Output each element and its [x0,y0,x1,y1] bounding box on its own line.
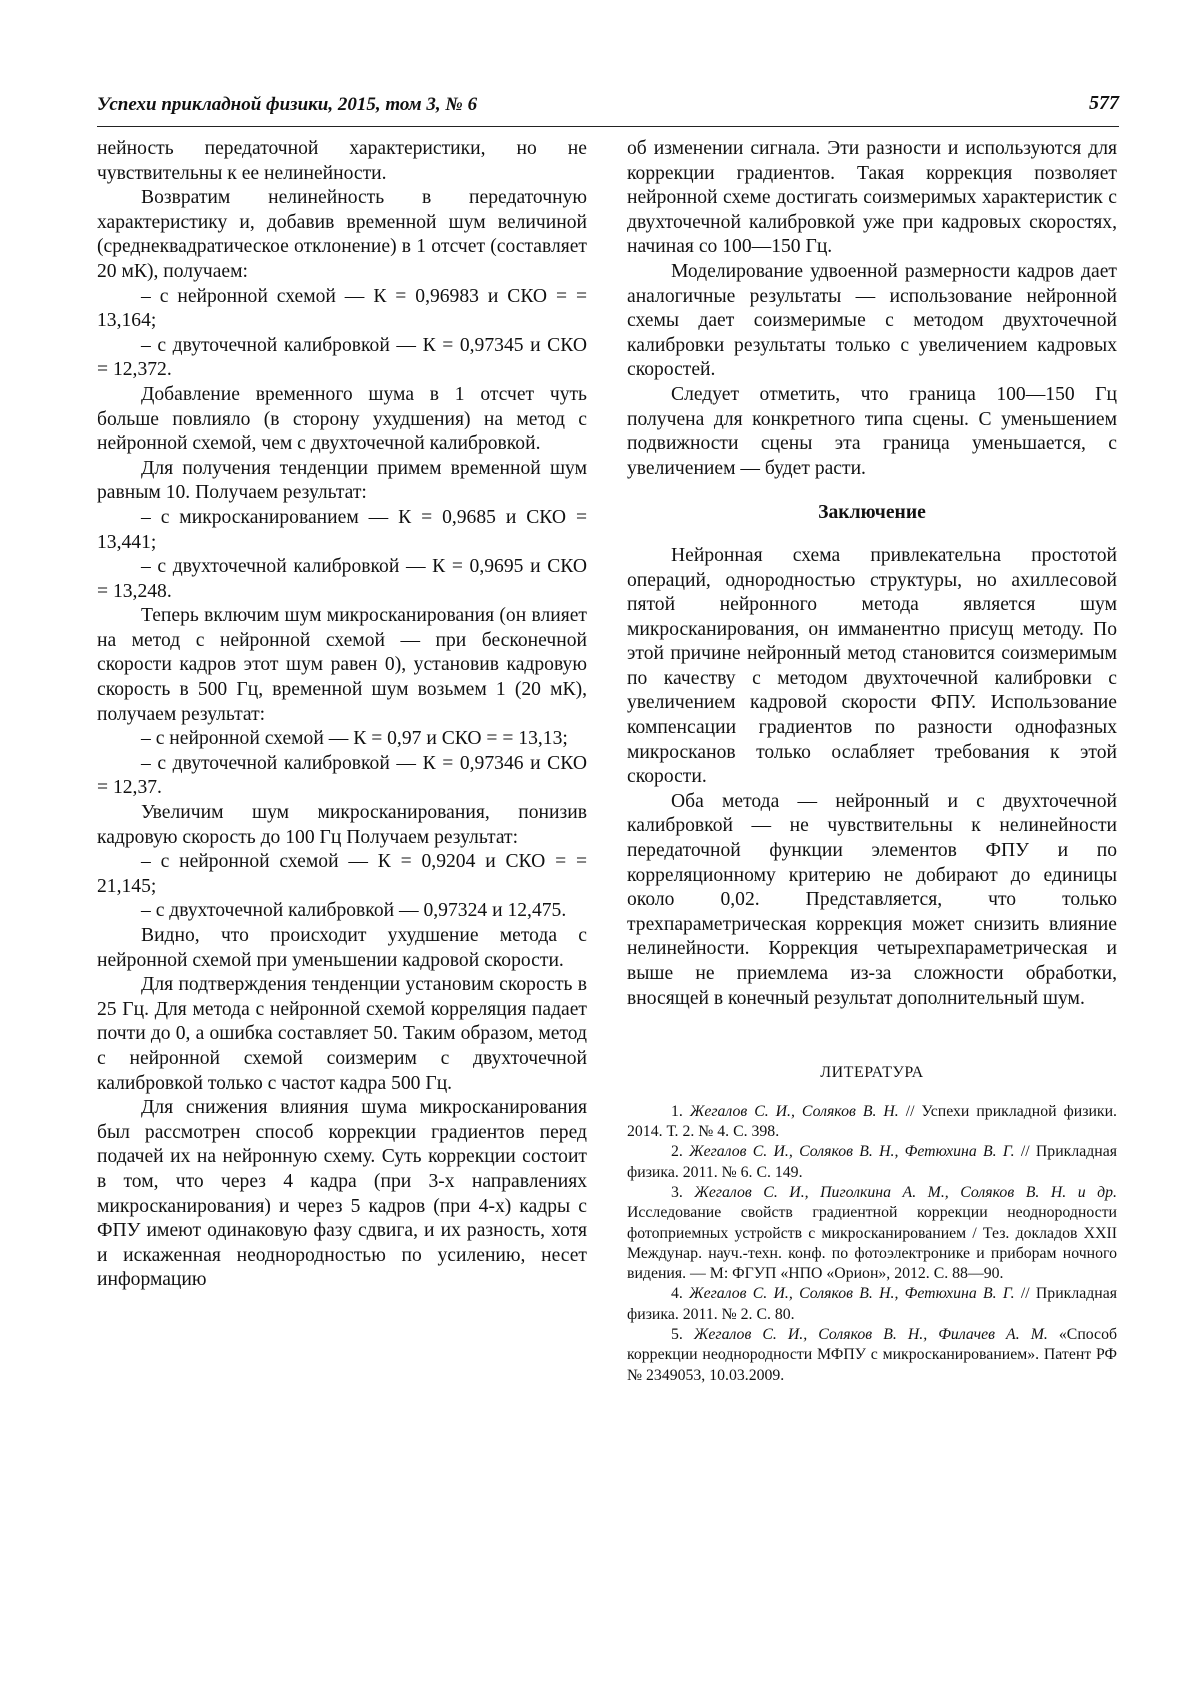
paragraph: Оба метода — нейронный и с двухточечной калибровкой — не чувствительны к нелинейности передаточной функции элементов ФПУ и по корреляционному критерию не добирают до единицы около 0,02. Представляется, что только трехпараметрическая коррекция может снизить влияние нелинейности. Коррекция четырехпараметрическая и выше не приемлема из-за сложности обработки, вносящей в конечный результат дополнительный шум. [627,790,1117,1009]
result-item: – с нейронной схемой — К = 0,97 и СКО = = 13,13; [141,728,568,750]
reference-number: 2. [671,1143,683,1161]
left-column [97,137,587,1293]
result-item: – с нейронной схемой — К = 0,9204 и СКО = = 21,145; [97,851,587,897]
paragraph: Нейронная схема привлекательна простотой операций, однородностью структуры, но ахиллесовой пятой нейронного метода является шум микросканирования, он имманентно присущ методу. По этой причине нейронный метод становится соизмеримым по качеству с методом двухточечной калибровки с увеличением кадровой скорости ФПУ. Использование компенсации градиентов по разности однофазных микросканов только ослабляет требования к этой скорости. [627,544,1117,788]
paragraph: Для получения тенденции примем временной шум равным 10. Получаем результат: [97,457,587,504]
reference-item [627,1284,1117,1325]
result-item: – с двуточечной калибровкой — К = 0,97345 и СКО = 12,372. [97,334,587,381]
reference-number: 4. [671,1285,683,1303]
reference-item [627,1142,1117,1183]
result-item: – с нейронной схемой — К = 0,96983 и СКО = = 13,164; [97,285,587,332]
reference-details: // Прикладная физика. 2011. № 6. С. 149. [627,1143,1118,1181]
paragraph: об изменении сигнала. Эти разности и используются для коррекции градиентов. Такая коррекция позволяет нейронной схеме достигать соизмеримых характеристик с двухточечной калибровкой уже при кадровых скоростях, начиная со 100—150 Гц. [627,138,1117,258]
paragraph: Видно, что происходит ухудшение метода с нейронной схемой при уменьшении кадровой скорости. [97,925,587,971]
reference-authors: Жегалов С. И., Соляков В. Н. [689,1102,899,1120]
reference-authors: Жегалов С. И., Соляков В. Н., Фетюхина В. Г. [689,1285,1015,1303]
section-heading-conclusion: Заключение [818,502,926,524]
paragraph: Увеличим шум микросканирования, понизив кадровую скорость до 100 Гц Получаем результат: [97,802,587,848]
paragraph: Добавление временного шума в 1 отсчет чуть больше повлияло (в сторону ухудшения) на метод с нейронной схемой, чем с двухточечной калибровкой. [97,383,587,455]
reference-item [627,1183,1117,1284]
reference-details: Исследование свойств градиентной коррекции неоднородности фотоприемных устройств с микросканированием / Тез. докладов XXII Междунар. науч.-техн. конф. по фотоэлектронике и приборам ночного видения. — М: ФГУП «НПО «Орион», 2012. С. 88—90. [627,1204,1117,1283]
paragraph: Теперь включим шум микросканирования (он влияет на метод с нейронной схемой — при бесконечной скорости кадров этот шум равен 0), установив кадровую скорость в 500 Гц, временной шум возьмем 1 (20 мК), получаем результат: [97,605,587,725]
paragraph: Для снижения влияния шума микросканирования был рассмотрен способ коррекции градиентов перед подачей их на нейронную схему. Суть коррекции состоит в том, что через 4 кадра (при 3-х направлениях микросканирования) и через 5 кадров (при 4-х) кадры с ФПУ имеют одинаковую фазу сдвига, и их разность, хотя и искаженная неоднородностью по усилению, несет информацию [97,1097,587,1291]
reference-authors: Жегалов С. И., Пиголкина А. М., Соляков В. Н. и др. [694,1183,1117,1201]
result-item: – с двухточечной калибровкой — 0,97324 и 12,475. [141,900,567,922]
result-item: – с двухточечной калибровкой — К = 0,9695 и СКО = 13,248. [97,556,587,602]
page-number: 577 [1089,92,1119,114]
reference-number: 5. [671,1326,683,1344]
result-item: – с двуточечной калибровкой — К = 0,97346 и СКО = 12,37. [97,752,587,799]
reference-details: // Прикладная физика. 2011. № 2. С. 80. [627,1285,1118,1323]
right-column [627,137,1117,1386]
reference-number: 1. [671,1102,683,1120]
reference-item [627,1102,1117,1143]
reference-details: «Способ коррекции неоднородности МФПУ с микросканированием». Патент РФ № 2349053, 10.03.2009. [627,1326,1118,1384]
paragraph: Следует отметить, что граница 100—150 Гц получена для конкретного типа сцены. С уменьшением подвижности сцены эта граница уменьшается, с увеличением — будет расти. [627,383,1117,479]
journal-title: Успехи прикладной физики, 2015, том 3, № 6 [97,94,478,115]
references-heading: ЛИТЕРАТУРА [820,1064,924,1082]
reference-item [627,1325,1117,1386]
reference-list [627,1102,1117,1386]
paragraph: нейность передаточной характеристики, но не чувствительны к ее нелинейности. [97,138,587,184]
result-item: – с микросканированием — К = 0,9685 и СКО = 13,441; [97,506,587,553]
reference-authors: Жегалов С. И., Соляков В. Н., Фетюхина В. Г. [689,1143,1015,1161]
reference-details: // Успехи прикладной физики. 2014. Т. 2. № 4. С. 398. [627,1102,1117,1141]
reference-authors: Жегалов С. И., Соляков В. Н., Филачев А. М. [693,1326,1048,1344]
page-header [97,88,1119,127]
paragraph: Моделирование удвоенной размерности кадров дает аналогичные результаты — использование нейронной схемы дает соизмеримые с методом двухточечной калибровки результаты только с увеличением кадровых скоростей. [627,260,1117,381]
reference-number: 3. [671,1183,683,1201]
paragraph: Для подтверждения тенденции установим скорость в 25 Гц. Для метода с нейронной схемой корреляция падает почти до 0, а ошибка составляет 50. Таким образом, метод с нейронной схемой соизмерим с двухточечной калибровкой только с частот кадра 500 Гц. [97,974,587,1094]
paragraph: Возвратим нелинейность в передаточную характеристику и, добавив временной шум величиной (среднеквадратическое отклонение) в 1 отсчет (составляет 20 мК), получаем: [97,187,587,282]
